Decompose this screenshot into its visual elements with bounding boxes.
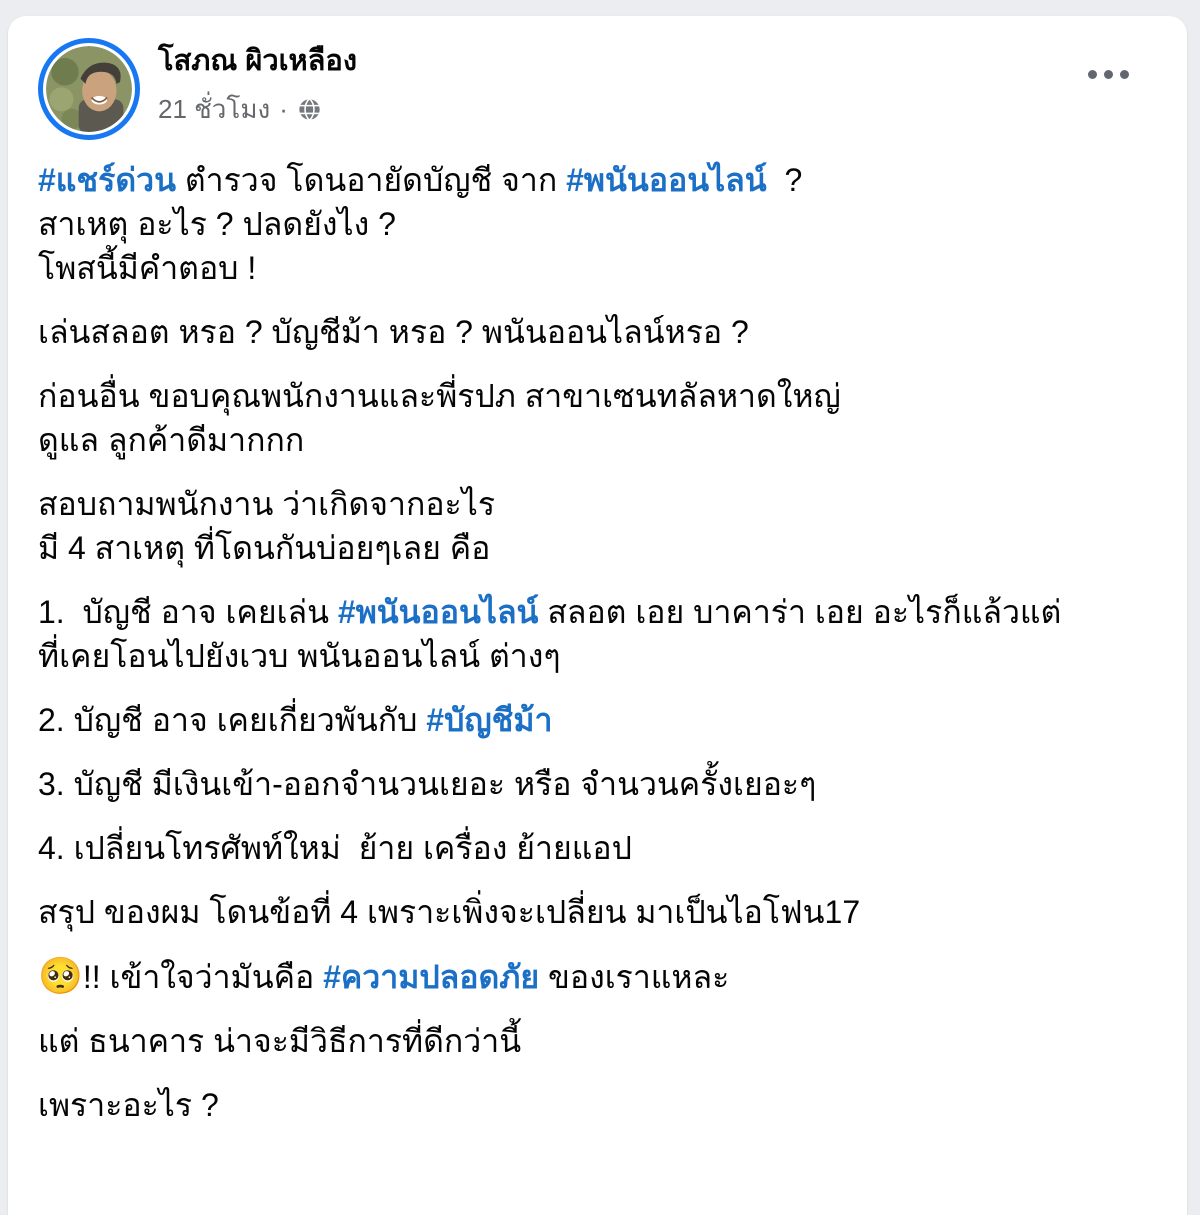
- time-row: [158, 89, 1078, 130]
- post-text-segment: ที่เคยโอนไปยังเวบ พนันออนไลน์ ต่างๆ: [38, 638, 561, 674]
- post-text: [8, 146, 1187, 1177]
- header-texts: [158, 38, 1078, 130]
- post-text-segment: ก่อนอื่น ขอบคุณพนักงานและพี่รปภ สาขาเซนทลัลหาดใหญ่: [38, 378, 841, 414]
- post-text-segment: สรุป ของผม โดนข้อที่ 4 เพราะเพิ่งจะเปลี่ยน มาเป็นไอโฟน17: [38, 894, 861, 930]
- post-text-segment: 3. บัญชี มีเงินเข้า-ออกจำนวนเยอะ หรือ จำนวนครั้งเยอะๆ: [38, 766, 817, 802]
- timestamp[interactable]: 21 ชั่วโมง: [158, 93, 271, 124]
- post-text-segment: 2. บัญชี อาจ เคยเกี่ยวพันกับ: [38, 702, 427, 738]
- post-card: [8, 16, 1187, 1215]
- hashtag-link[interactable]: #ความปลอดภัย: [323, 959, 540, 995]
- post-paragraph: [38, 698, 1157, 742]
- post-text-segment: โพสนี้มีคำตอบ !: [38, 250, 257, 286]
- post-paragraph: [38, 954, 1157, 999]
- post-paragraph: [38, 482, 1157, 570]
- author-name[interactable]: โสภณ ผิวเหลือง: [158, 45, 358, 77]
- post-text-segment: เพราะอะไร ?: [38, 1087, 219, 1123]
- post-paragraph: [38, 1083, 1157, 1127]
- post-header: [8, 16, 1187, 146]
- post-text-segment: ?: [766, 162, 803, 198]
- post-text-segment: 4. เปลี่ยนโทรศัพท์ใหม่ ย้าย เครื่อง ย้ายแอป: [38, 830, 632, 866]
- post-text-segment: สอบถามพนักงาน ว่าเกิดจากอะไร: [38, 486, 496, 522]
- hashtag-link[interactable]: #พนันออนไลน์: [337, 594, 539, 630]
- post-options-ellipsis-icon[interactable]: [1078, 60, 1139, 89]
- post-paragraph: [38, 890, 1157, 934]
- hashtag-link[interactable]: #บัญชีม้า: [426, 702, 553, 738]
- hashtag-link[interactable]: #พนันออนไลน์: [566, 162, 767, 198]
- post-paragraph: [38, 158, 1157, 290]
- post-paragraph: [38, 762, 1157, 806]
- post-text-segment: 1. บัญชี อาจ เคยเล่น: [38, 594, 338, 630]
- post-text-segment: เล่นสลอต หรอ ? บัญชีม้า หรอ ? พนันออนไลน์หรอ ?: [38, 314, 749, 350]
- avatar-photo: [46, 46, 132, 132]
- post-paragraph: [38, 590, 1157, 678]
- globe-icon: [297, 97, 322, 122]
- post-paragraph: [38, 374, 1157, 462]
- avatar[interactable]: [38, 38, 140, 140]
- post-text-segment: ของเราแหละ: [539, 959, 730, 995]
- post-paragraph: [38, 1019, 1157, 1063]
- post-text-segment: มี 4 สาเหตุ ที่โดนกันบ่อยๆเลย คือ: [38, 530, 491, 566]
- post-text-segment: ตำรวจ โดนอายัดบัญชี จาก: [175, 162, 567, 198]
- post-paragraph: [38, 310, 1157, 354]
- post-text-segment: สลอต เอย บาคาร่า เอย อะไรก็แล้วแต่: [538, 594, 1062, 630]
- post-paragraph: [38, 826, 1157, 870]
- dot-separator: ·: [279, 93, 288, 124]
- post-text-segment: แต่ ธนาคาร น่าจะมีวิธีการที่ดีกว่านี้: [38, 1023, 522, 1059]
- post-text-segment: !! เข้าใจว่ามันคือ: [82, 959, 324, 995]
- post-text-segment: สาเหตุ อะไร ? ปลดยังไง ?: [38, 206, 396, 242]
- post-text-segment: ดูแล ลูกค้าดีมากกก: [38, 422, 305, 458]
- hashtag-link[interactable]: #แชร์ด่วน: [38, 162, 176, 198]
- pleading-face-emoji: 🥺: [38, 955, 83, 996]
